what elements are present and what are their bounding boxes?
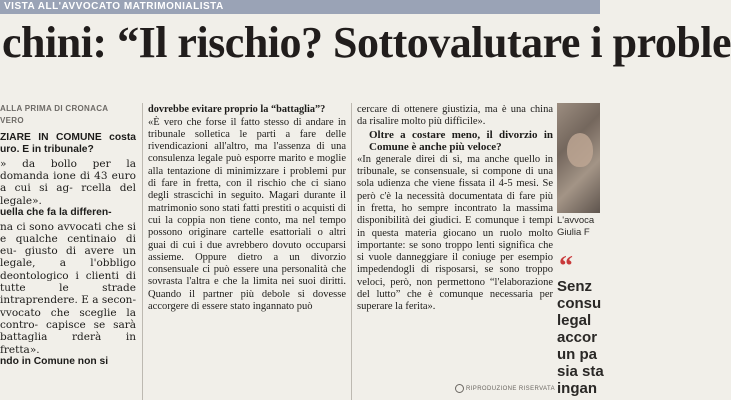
- photo-caption: [557, 215, 637, 239]
- pull-quote-line: Senz: [557, 278, 593, 295]
- pull-quote: [557, 278, 647, 397]
- pull-quote-line: sia sta: [557, 363, 604, 380]
- byline: VERO: [0, 116, 24, 126]
- pull-quote-line: accor: [557, 329, 598, 346]
- kicker-text: VISTA ALL'AVVOCATO MATRIMONIALISTA: [4, 1, 224, 12]
- section-label: ALLA PRIMA DI CRONACA: [0, 104, 109, 113]
- paragraph: «È vero che forse il fatto stesso di andare in tribunale solletica le parti a fare delle rivendicazioni all'altro, ma l'assenza di una consulenza legale può esporre marito e moglie alla tentazione di minimizzare i problemi pur di fare in fretta, con il rischio che ci siano degli strascichi in seguito. Magari durante il matrimonio sono stati fatti prestiti o acquisti di cui la coppia non tiene conto, ma nel tempo possono originare cartelle esattoriali o altri guai di cui i due avrebbero dovuto occuparsi assieme. Oppure dietro a un divorzio consensuale ci può essere una personalità che sovrasta l'altra e che la limita nei suoi diritti. Quando il partner più debole si dovesse accorgere di essere stato ingannato può: [148, 116, 346, 313]
- paragraph: » da bollo per la domanda ione di 43 euro a cui si ag- rcella del legale».: [0, 157, 136, 207]
- kicker-bar: [0, 0, 600, 14]
- headline: chini: “Il rischio? Sottovalutare i proble: [2, 18, 731, 67]
- pull-quote-line: consu: [557, 295, 602, 312]
- pull-quote-line: un pa: [557, 346, 597, 363]
- pull-quote-line: ingan: [557, 380, 597, 397]
- paragraph: na ci sono avvocati che si e qualche centinaio di eu- giusto di avere un legale, a l'obbligo deontologico i clienti di tutte le strade intraprendere. E a secon- vvocato che sceglie la contro- capisce se sarà battaglia rderà in fretta».: [0, 220, 136, 356]
- column-one: [0, 103, 136, 400]
- interview-question-end: dovrebbe evitare proprio la “battaglia”?: [148, 104, 326, 115]
- column-divider: [142, 103, 143, 400]
- interview-question: ndo in Comune non si: [0, 355, 109, 367]
- column-divider: [351, 103, 352, 400]
- sidebar: [557, 103, 604, 400]
- copyright-footer: [455, 384, 555, 396]
- portrait-photo: [557, 103, 600, 213]
- paragraph: cercare di ottenere giustizia, ma è una china da risalire molto più difficile».: [357, 104, 553, 128]
- caption-line: L'avvoca: [557, 215, 595, 226]
- interview-question: Oltre a costare meno, il divorzio in Comune è anche più veloce?: [369, 128, 553, 154]
- column-three: [357, 104, 553, 384]
- caption-line: Giulia F: [557, 227, 590, 238]
- copyright-text: RIPRODUZIONE RISERVATA: [466, 386, 556, 393]
- copyright-icon: [455, 384, 464, 393]
- pull-quote-line: legal: [557, 312, 592, 329]
- interview-question: ZIARE IN COMUNE costa uro. E in tribunale?: [0, 131, 136, 156]
- paragraph: «In generale direi di sì, ma anche quello in tribunale, se consensuale, si compone di una sola udienza che viene fissata il 4-5 mesi. Se però c'è la necessità documentata di fare più in fretta, ho sempre incontrato la massima disponibilità dei giudici. E comunque i tempi in questa materia giocano un ruolo molto importante: se sono troppo lenti significa che si vuole danneggiare il coniuge per esempio impedendogli di risposarsi, se sono troppo veloci, però, non permettono “l'elaborazione del lutto” che è comunque necessaria per superare la ferita».: [357, 153, 553, 313]
- column-two: [148, 104, 346, 400]
- quote-mark-icon: “: [559, 251, 573, 282]
- interview-question: uella che fa la differen-: [0, 206, 112, 218]
